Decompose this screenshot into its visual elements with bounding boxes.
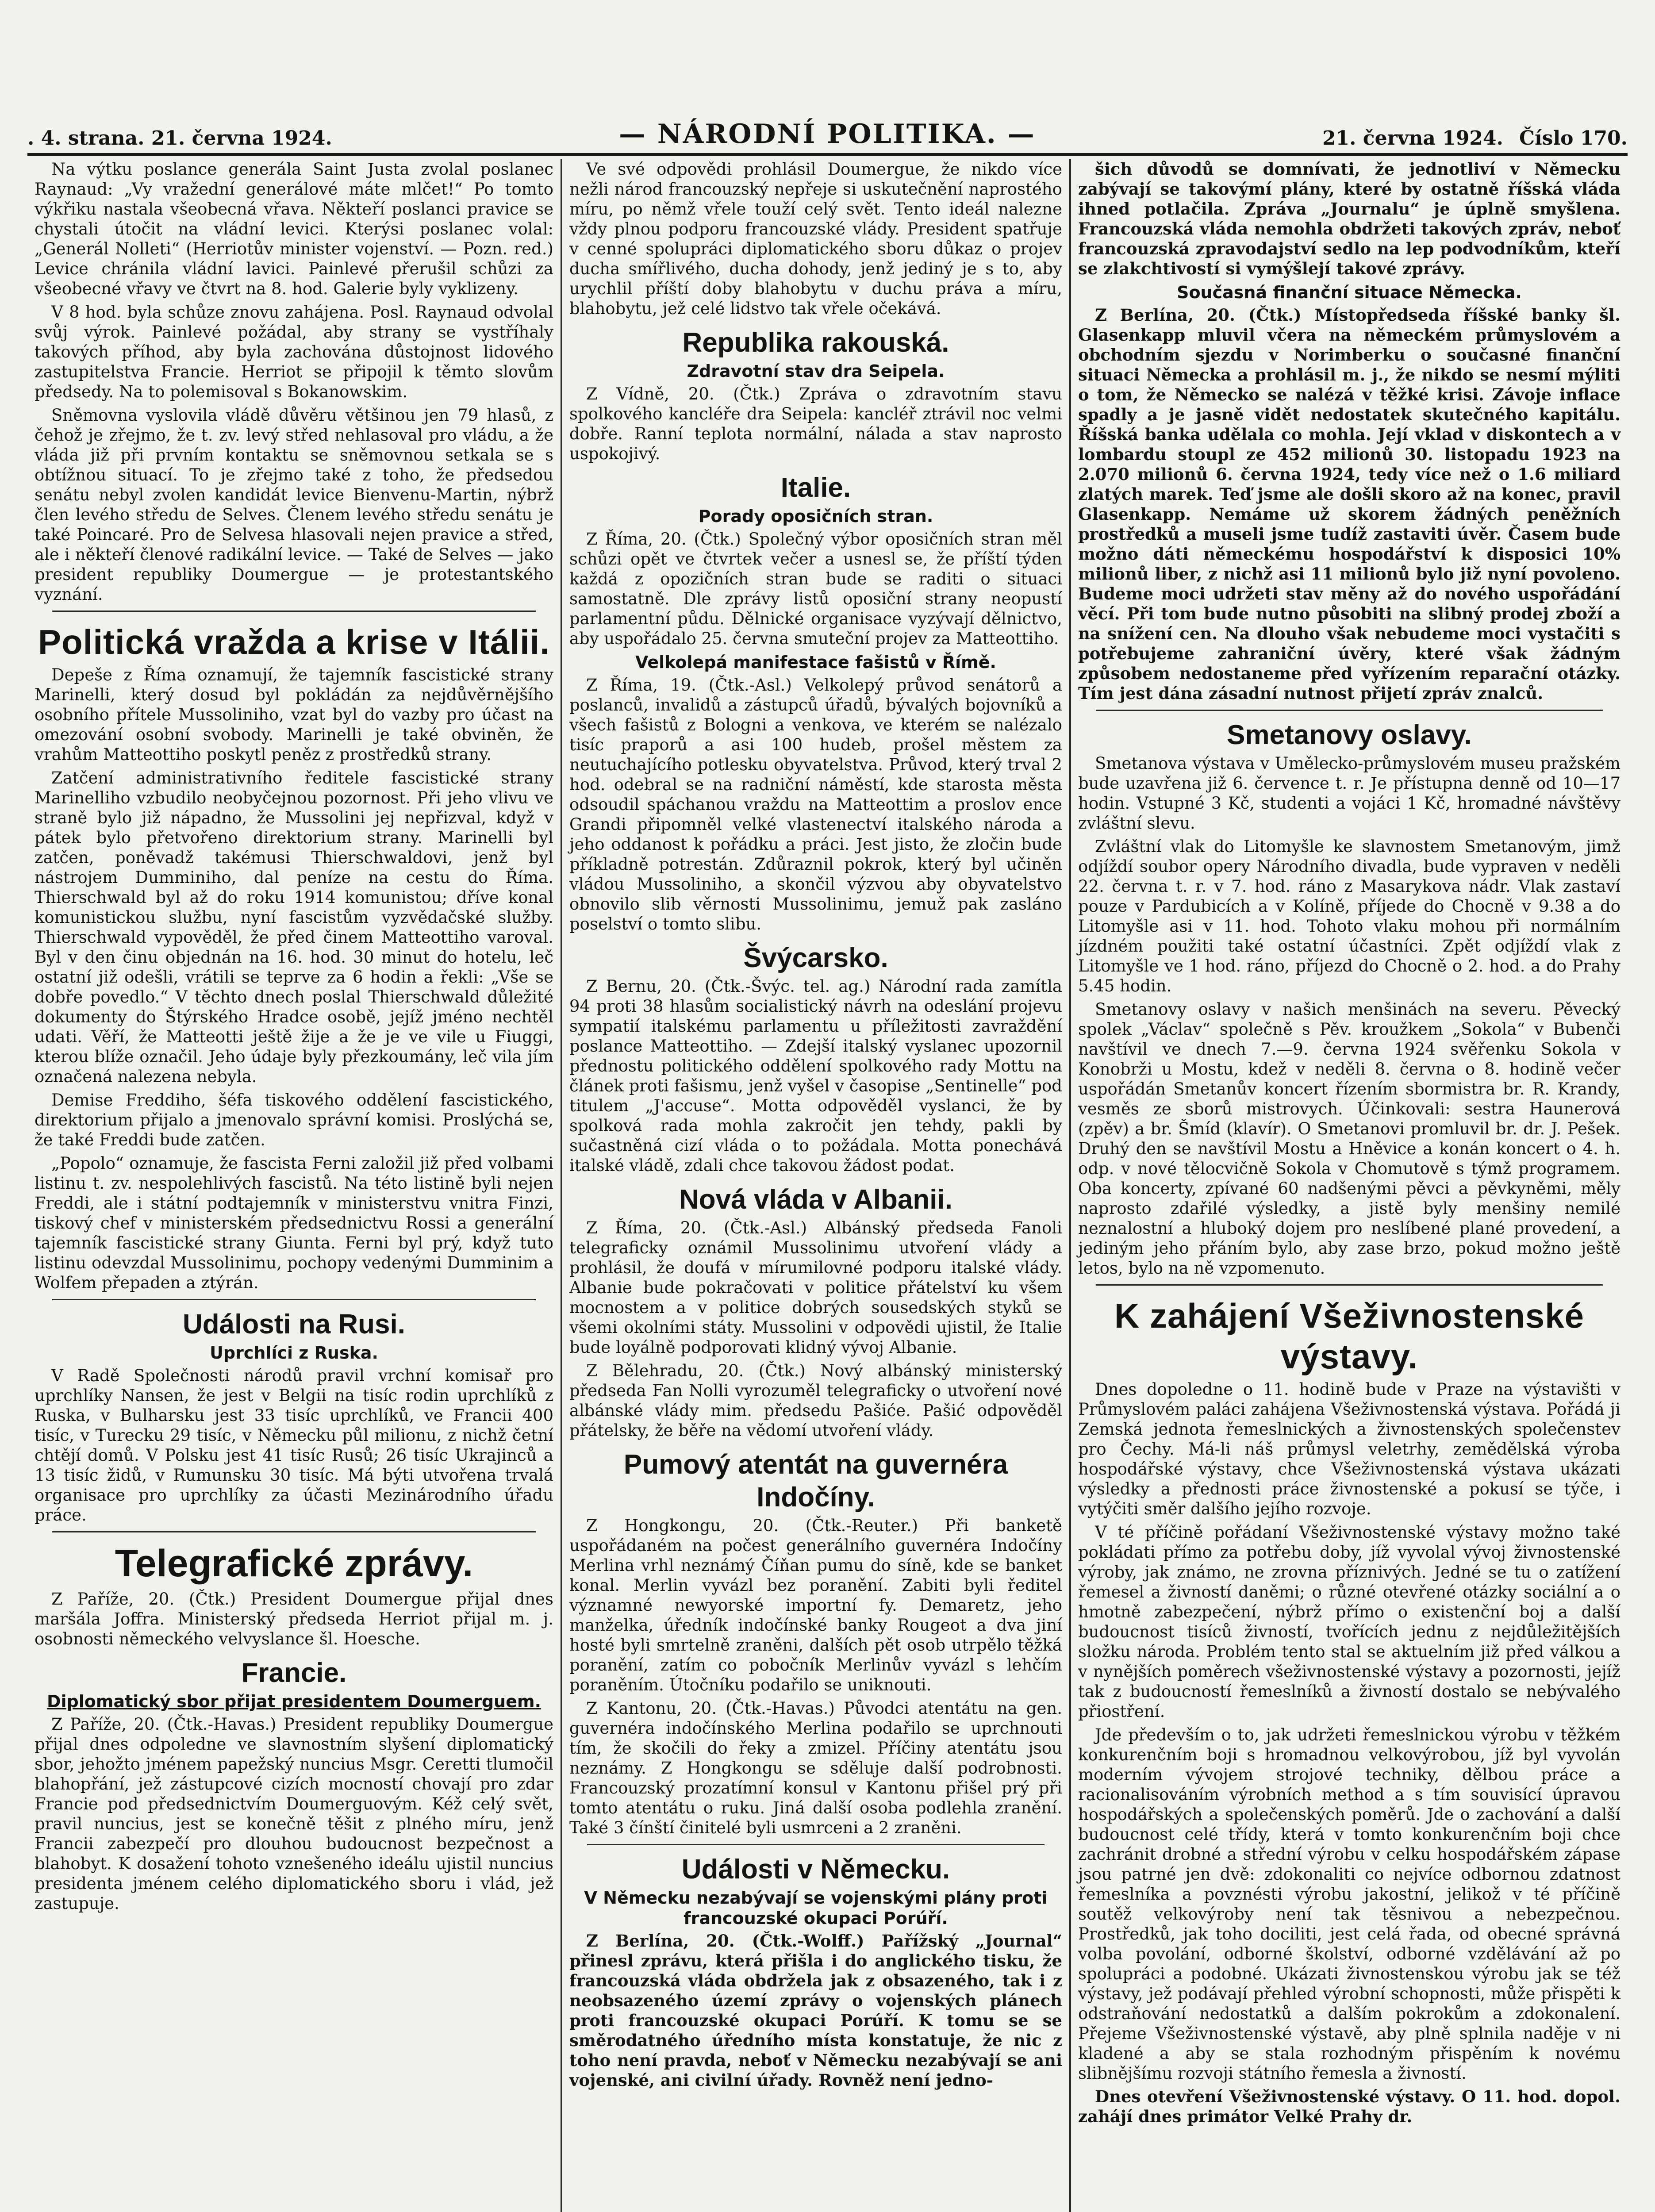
divider xyxy=(1096,1284,1603,1286)
column-3 xyxy=(1069,159,1628,2212)
article-paragraph: Depeše z Říma oznamují, že tajemník fascistické strany Marinelli, který dosud byl pokládán za nejdůvěrnějšího osobního přítele Mussoliniho, vzat byl do vazby pro účast na omezování osobní svobody. Marinelli je také obviněn, že vrahům Matteottiho poskytl peněz z prostředků strany. xyxy=(35,665,553,764)
subheadline-diplomatic-corps: Diplomatický sbor přijat presidentem Doumerguem. xyxy=(46,1692,541,1711)
headline-smetana: Smetanovy oslavy. xyxy=(1227,720,1472,750)
divider xyxy=(52,611,536,612)
divider xyxy=(52,1531,536,1532)
subheadline-refugees: Uprchlíci z Ruska. xyxy=(210,1343,378,1363)
issue-date: 21. června 1924. xyxy=(1322,127,1503,150)
article-paragraph: šich důvodů se domnívati, že jednotliví v Německu zabývají se takovýmí plány, které by ostatně říšská vláda ihned potlačila. Zpráva „Journalu“ je úplně smyšlena. Francouzská vláda nemohla obdržeti takových zpráv, neboť francouzská zpravodajství sedlo na lep podvodníkům, kteří se zlakchtivostí si vymýšlejí takové zprávy. xyxy=(1078,159,1620,278)
masthead-rule xyxy=(27,153,1628,156)
headline-france: Francie. xyxy=(241,1658,347,1688)
page-number-date: . 4. strana. 21. června 1924. xyxy=(27,127,332,150)
divider xyxy=(1096,710,1603,711)
article-paragraph: Smetanova výstava v Umělecko-průmyslovém museu pražském bude uzavřena již 6. července t. r. Je přístupna denně od 10—17 hodin. Vstupné 3 Kč, studenti a vojáci 1 Kč, hromadné návštěvy zvláštní slevu. xyxy=(1078,754,1620,833)
article-paragraph: „Popolo“ oznamuje, že fascista Ferni založil již před volbami listinu t. zv. nespolehlivých fascistů. Na této listině byli nejen Freddi, ale i státní podtajemník v ministerstvu vnitra Finzi, tiskový chef v ministerském předsednictvu Rossi a generální tajemník fascistické strany Giunta. Ferni byl prý, když tuto listinu odevzdal Mussolinimu, pochopy vedenými Dumminim a Wolfem přepaden a ztýrán. xyxy=(35,1154,553,1292)
subheadline-seipel: Zdravotní stav dra Seipela. xyxy=(687,361,945,381)
column-1 xyxy=(27,159,561,2212)
headline-germany: Události v Německu. xyxy=(681,1854,950,1885)
subheadline-opposition: Porady oposičních stran. xyxy=(698,507,933,526)
article-paragraph: Z Paříže, 20. (Čtk.) President Doumergue přijal dnes maršála Joffra. Ministerský předseda Herriot přijal m. j. osobnosti německého velvyslance šl. Hoesche. xyxy=(35,1590,553,1648)
article-paragraph: Na výtku poslance generála Saint Justa zvolal poslanec Raynaud: „Vy vražední generálové máte mlčet!“ Po tomto výkřiku nastala všeobecná vřava. Někteří poslanci pravice se chystali útočit na vládní levici. Kterýsi poslanec volal: „Generál Nolleti“ (Herriotův minister vojenství. — Pozn. red.) Levice chránila vládní lavici. Painlevé přerušil schůzi za všeobecné vřavy ve čtvrt na 8. hod. Galerie byly vyklizeny. xyxy=(35,160,553,298)
headline-telegraphic-news: Telegrafické zprávy. xyxy=(115,1542,473,1585)
subheadline-german-finances: Současná finanční situace Německa. xyxy=(1177,283,1522,302)
article-paragraph: Z Vídně, 20. (Čtk.) Zpráva o zdravotním stavu spolkového kancléře dra Seipela: kancléř ztrávil noc velmi dobře. Ranní teplota normální, nálada a stav naprosto uspokojivý. xyxy=(569,384,1062,463)
headline-switzerland: Švýcarsko. xyxy=(743,943,888,973)
column-2 xyxy=(561,159,1069,2212)
article-paragraph: Smetanovy oslavy v našich menšinách na severu. Pěvecký spolek „Václav“ společně s Pěv. kroužkem „Sokola“ v Bubenči navštívil ve dnech 7.—9. června 1924 svěřenku Sokola v Konobrži u Mostu, kdež v neděli 8. června o 8. hodině večer uspořádán Smetanův koncert řízením sbormistra br. R. Krandy, vesměs ze sborů mistrovych. Účinkovali: sestra Haunerová (zpěv) a br. Šmíd (klavír). O Smetanovi promluvil br. dr. J. Pešek. Druhý den se navštívil Mostu a Hněvice a konán koncert o 4. h. odp. v nové tělocvičně Sokola v Chomutově s týmž programem. Oba koncerty, zpívané 60 nadšenými pěvci a pěvkyněmi, měly naprosto zdařilé výsledky, a jistě byly menšiny nemilé neznalostní a hluboký dojem pro neslíbené plané provedení, a jediným jeho přáním bylo, aby zase brzo, pokud možno ještě letos, bylo na ně vzpomenuto. xyxy=(1078,1000,1620,1278)
subheadline-germany-ruhr: V Německu nezabývají se vojenskými plány proti francouzské okupaci Porúří. xyxy=(584,1888,1048,1928)
article-paragraph: Demise Freddiho, šéfa tiskového oddělení fascistického, direktorium přijalo a jmenovalo správní komisi. Proslýchá se, že také Freddi bude zatčen. xyxy=(35,1091,553,1149)
article-paragraph: V 8 hod. byla schůze znovu zahájena. Posl. Raynaud odvolal svůj výrok. Painlevé požádal, aby strany se vystříhaly takových příhod, aby byla zachována důstojnost lidového zastupitelstva Francie. Herriot se připojil k těmto slovům předsedy. Na to polemisoval s Bokanowskim. xyxy=(35,303,553,401)
article-paragraph: Dnes otevření Všeživnostenské výstavy. O 11. hod. dopol. zahájí dnes primátor Velké Prahy dr. xyxy=(1078,2087,1620,2126)
headline-russia: Události na Rusi. xyxy=(183,1309,405,1340)
article-paragraph: V té příčině pořádaní Všeživnostenské výstavy možno také pokládati přímo za potřebu doby, jíž vyvolal vývoj živnostenské výroby, jak známo, ne zrovna příznivých. Jedné se tu o zatížení řemesel a živností daněmi; o různé otevřené otázky sociální a o hmotně zabezpečení, nýbrž přímo o existenční boj a další budoucnost tisíců živností, tvořících jednu z nejdůležitějších složku národa. Problém tento stal se aktuelním již před válkou a v nynějších poměrech všeživnostenské výstavy a pozornosti, jejíž tak z budoucností řemeslníků a živností dostalo se nebývalého přiostření. xyxy=(1078,1523,1620,1721)
headline-trade-exhibition: K zahájení Všeživnostenské výstavy. xyxy=(1114,1296,1585,1376)
issue-number: Číslo 170. xyxy=(1519,127,1628,150)
article-paragraph: Ve své odpovědi prohlásil Doumergue, že nikdo více nežli národ francouzský nepřeje si uskutečnění naprostého míru, po němž vřele touží celý svět. Tento ideál nalezne vždy plnou podporu francouzské vlády. President spatřuje v cenné spolupráci diplomatického sboru důkaz o projev ducha smířlivého, ducha dohody, jenž jediný je s to, aby urychlil příští doby blahobytu v duchu práva a míru, blahobytu, jež celé lidstvo tak vřele očekává. xyxy=(569,160,1062,318)
headline-austria: Republika rakouská. xyxy=(682,327,949,358)
columns xyxy=(27,159,1628,2212)
article-paragraph: Z Kantonu, 20. (Čtk.-Havas.) Původci atentátu na gen. guvernéra indočínského Merlina podařilo se uprchnouti tím, že skočili do řeky a zmizel. Příčiny atentátu jsou neznámy. Z Hongkongu se sděluje další podrobnosti. Francouzský prozatímní konsul v Kantonu přišel prý při tomto atentátu o ruku. Jiná další osoba podlehla zranění. Také 3 čínští činitelé byli usmrceni a 2 zraněni. xyxy=(569,1699,1062,1837)
article-paragraph: Zatčení administrativního ředitele fascistické strany Marinelliho vzbudilo neobyčejnou pozornost. Při jeho vlivu ve straně bylo již nápadno, že Mussolini jej nepřizval, když v pátek bylo přetvořeno direktorium strany. Marinelli byl zatčen, poněvadž takémusi Thierschwaldovi, jenž byl nástrojem Dumminiho, dal peníze na cestu do Říma. Thierschwald byl až do roku 1914 komunistou; dříve konal komunistickou službu, nyní fascistům vyzvědačské služby. Thierschwald vypověděl, že před činem Matteottiho varoval. Byl v den činu objednán na 16. hod. 30 minut do hotelu, leč ostatní již odešli, vrátili se teprve za 6 hodin a řekli: „Vše se dobře povedlo.“ V těchto dnech poslal Thierschwald důležité dokumenty do Štýrského Hradce osobě, jejíž jméno nechtěl udati. Věří, že Matteotti ještě žije a že je ve vile u Fiuggi, kterou blíže označil. Jeho údaje byly přezkoumány, leč vila jím označená nalezena nebyla. xyxy=(35,768,553,1086)
article-paragraph: Z Berlína, 20. (Čtk.-Wolff.) Pařížský „Journal“ přinesl zprávu, která přišla i do anglického tisku, že francouzská vláda obdržela jak z obsazeného, tak i z neobsazeného území zprávy o vojenských plánech proti francouzské okupaci Porúří. K tomu se se směrodatného úředního místa konstatuje, že nic z toho není pravda, neboť v Německu nezabývají se ani vojenské, ani civilní úřady. Rovněž není jedno- xyxy=(569,1931,1062,2090)
headline-italy-crisis: Politická vražda a krise v Itálii. xyxy=(38,622,550,661)
divider xyxy=(52,1299,536,1300)
article-paragraph: Z Bernu, 20. (Čtk.-Švýc. tel. ag.) Národní rada zamítla 94 proti 38 hlasům socialistický návrh na odeslání projevu sympatií italskému parlamentu u příležitosti zavraždění poslance Matteottiho. — Zdejší italský vyslanec upozornil přednostu politického oddělení spolkového rady Mottu na článek proti fašismu, jenž vyšel v časopise „Sentinelle“ pod titulem „J'accuse“. Motta odpověděl vyslanci, že by spolková rada mohla zakročit jen tehdy, pakli by sučastněná cizí vláda o to požádala. Motta ponechává italské vládě, zdali chce takovou žádost podat. xyxy=(569,977,1062,1175)
article-paragraph: Z Říma, 19. (Čtk.-Asl.) Velkolepý průvod senátorů a poslanců, invalidů a zástupců úřadů, bývalých bojovníků a všech fašistů z Bologni a venkova, ve kterém se nalézalo tisíc praporů a asi 100 hudeb, prošel městem za neutuchajícího potlesku obyvatelstva. Průvod, který trval 2 hod. odebral se na radniční náměstí, kde starosta města odsoudil spáchanou vraždu na Matteottim a proslov ence Grandi připomněl velké vlastenectví italského národa a jeho oddanost k pořádku a práci. Jest jisto, že zločin bude příkladně potrestán. Zdůraznil pokrok, který byl učiněn vládou Mussoliniho, a skončil výzvou aby obyvatelstvo obnovilo slib věrnosti Mussolinimu, jemuž pak zasláno poselství o tomto slibu. xyxy=(569,676,1062,933)
headline-indochina: Pumový atentát na guvernéra Indočíny. xyxy=(623,1449,1008,1513)
article-paragraph: Zvláštní vlak do Litomyšle ke slavnostem Smetanovým, jimž odjíždí soubor opery Národního divadla, bude vypraven v neděli 22. června t. r. v 7. hod. ráno z Masarykova nádr. Vlak zastaví pouze v Pardubicích a v Kolíně, příjede do Chocně v 9.38 a do Litomyšle asi v 11. hod. Tohoto vlaku mohou při normálním jízdném použiti také ostatní účastníci. Zpět odjíždí vlak z Litomyšle ve 1 hod. ráno, příjezd do Chocně o 2. hod. a do Prahy 5.45 hodin. xyxy=(1078,837,1620,995)
article-paragraph: Z Říma, 20. (Čtk.) Společný výbor oposičních stran měl schůzi opět ve čtvrtek večer a usnesl se, že příští týden každá z opozičních stran bude se raditi o situaci samostatně. Dle zprávy listů oposiční strany neopustí parlamentní půdu. Dělnické organisace vyzývají dělnictvo, aby uspořádalo 25. června smuteční projev za Matteottiho. xyxy=(569,530,1062,648)
article-paragraph: Z Říma, 20. (Čtk.-Asl.) Albánský předseda Fanoli telegraficky oznámil Mussolinimu utvoření vlády a prohlásil, že doufá v mírumilovné podporu italské vlády. Albanie bude pokračovati v politice přátelství ku všem mocnostem a v politice dobrých sousedských styků se všemi okolními státy. Mussolini v odpovědi ujistil, že Italie bude loyálně podporovati klidný vývoj Albanie. xyxy=(569,1218,1062,1357)
masthead-right xyxy=(1322,127,1628,150)
newspaper-title: — NÁRODNÍ POLITIKA. — xyxy=(619,119,1036,150)
article-paragraph: V Radě Společnosti národů pravil vrchní komisař pro uprchlíky Nansen, že jest v Belgii na tisíc rodin uprchlíků z Ruska, v Bulharsku jest 33 tisíc uprchlíků, ve Francii 400 tisíc, v Turecku 29 tisíc, v Německu půl milionu, z nichž četní chtějí domů. V Polsku jest 41 tisíc Rusů; 26 tisíc Ukrajinců a 13 tisíc židů, v Rumunsku 30 tisíc. Má býti utvořena trvalá organisace pro uprchlíky za účasti Mezinárodního úřadu práce. xyxy=(35,1366,553,1525)
article-paragraph: Z Berlína, 20. (Čtk.) Místopředseda říšské banky šl. Glasenkapp mluvil včera na německém průmyslovém a obchodním sjezdu v Norimberku o současné finanční situaci Německa a prohlásil m. j., že nikdo se nesmí mýliti o tom, že Německo se nalézá v těžké krisi. Závoje inflace spadly a je jasně vidět nedostatek skutečného kapitálu. Říšská banka udělala co mohla. Její vklad v diskontech a v lombardu stoupl ze 452 milionů 30. listopadu 1923 na 2.070 milionů 6. června 1924, tedy více než o 1.6 miliard zlatých marek. Teď jsme ale došli skoro až na konec, pravil Glasenkapp. Nemáme už skorem žádných peněžních prostředků a museli jsme tudíž zastaviti úvěr. Časem bude možno dáti německému hospodářství k disposici 10% milionů liber, z nichž asi 11 milionů bylo již nyní povoleno. Budeme moci udržeti stav měny až do nového uspořádání věcí. Při tom bude nutno působiti na slibný prodej zboží a na snížení cen. Na dlouho však nebudeme moci vystačiti s potřebujeme zahraniční úvěry, které však žádným způsobem nedostaneme před vyřízením reparační otázky. Tím jest dána zásadní nutnost přijetí zpráv znalců. xyxy=(1078,305,1620,703)
headline-albania: Nová vláda v Albanii. xyxy=(679,1184,952,1215)
article-paragraph: Dnes dopoledne o 11. hodině bude v Praze na výstavišti v Průmyslovém paláci zahájena Všeživnostenská výstava. Pořádá ji Zemská jednota řemeslnických a živnostenských společenstev pro Čechy. Má-li náš průmysl veletrhy, zemědělská výroba hospodářské výstavy, chce Všeživnostenská výstava ukázati výsledky a přednosti práce živnostenské a pokusí se týče, i vytýčiti směr dalšího jejího rozvoje. xyxy=(1078,1380,1620,1518)
article-paragraph: Z Paříže, 20. (Čtk.-Havas.) President republiky Doumergue přijal dnes odpoledne ve slavnostním slyšení diplomatický sbor, jehožto jménem papežský nuncius Msgr. Ceretti tlumočil blahopřání, jež zástupcové cizích mocností chovají pro zdar Francie pod předsednictvím Doumerguovým. Kéž celý svět, pravil nuncius, jest se konečně těšit z plného míru, jenž Francii zabezpečí pro dlouhou budoucnost bezpečnost a blahobyt. K dosažení tohoto vznešeného ideálu ujistil nuncius presidenta jménem celého diplomatického sboru i vlád, jež zastupuje. xyxy=(35,1715,553,1913)
article-paragraph: Z Bělehradu, 20. (Čtk.) Nový albánský ministerský předseda Fan Nolli vyrozuměl telegraficky o utvoření nové albánské vlády mim. předsedu Pašiće. Pašić odpověděl přátelsky, že běře na vědomí utvoření vlády. xyxy=(569,1361,1062,1440)
subheadline-fascist-manifestation: Velkolepá manifestace fašistů v Římě. xyxy=(635,653,996,672)
masthead xyxy=(27,116,1628,150)
article-paragraph: Jde především o to, jak udržeti řemeslnickou výrobu v těžkém konkurenčním boji s hromadnou velkovýrobou, jíž byl vyvolán moderním vývojem strojové techniky, dělbou práce a racionalisováním výrobních method a s tím souvisící úpravou hospodářských a společenských poměrů. Jde o zachování a další budoucnost celé třídy, která v tomto konkurenčním boji chce zachránit drobné a střední výrobu v celku hospodářském zápase jsou patrné jen dvě: zdokonaliti co nejvíce odbornou zdatnost řemeslníka a povznésti výrobu jakostní, jelikož v té příčině soutěž velkovýroby není tak těsnivou a nebezpečnou. Prostředků, jak toho dociliti, jest celá řada, od obecné správná volba povolání, odborné školství, odborné vzdělávání až po spolupráci a podobné. Ukázati živnostenskou výrobu jak se též výstavy, jež podávají přehled výrobní schopnosti, může přispěti k odstraňování nedostatků a dalším pokrokům a zdokonalení. Přejeme Všeživnostenské výstavě, aby plně splnila naděje v ni kladené a aby se stala rozhodným přispěním k novému slibnějšímu rozvoji státního řemesla a živností. xyxy=(1078,1725,1620,2083)
article-paragraph: Sněmovna vyslovila vládě důvěru většinou jen 79 hlasů, z čehož je zřejmo, že t. zv. levý střed nehlasoval pro vládu, a že vláda již při prvním kontaktu se sněmovnou setkala se s obtížnou situací. To je zřejmo také z toho, že předsedou senátu nebyl zvolen kandidát levice Bienvenu-Martin, nýbrž člen levého středu de Selves. Členem levého středu senátu je také Poincaré. Pro de Selvesa hlasovali nejen pravice a střed, ale i někteří členové radikální levice. — Také de Selves — jako president republiky Doumergue — je protestantského vyznání. xyxy=(35,406,553,604)
article-paragraph: Z Hongkongu, 20. (Čtk.-Reuter.) Při banketě uspořádaném na počest generálního guvernéra Indočíny Merlina vrhl neznámý Číňan pumu do síně, kde se banket konal. Merlin vyvázl bez poranění. Zabiti byli ředitel významné newyorské importní fy. Demaretz, jeho manželka, úředník indočínské banky Rougeot a dva jiní hosté byli smrtelně zraněni, dalších pět osob utrpělo těžká poranění, zatím co pobočník Merlinův vyvázl s lehčím poraněním. Útočníku podařilo se uniknouti. xyxy=(569,1516,1062,1694)
divider xyxy=(587,1844,1044,1845)
headline-italy: Italie. xyxy=(780,472,851,503)
